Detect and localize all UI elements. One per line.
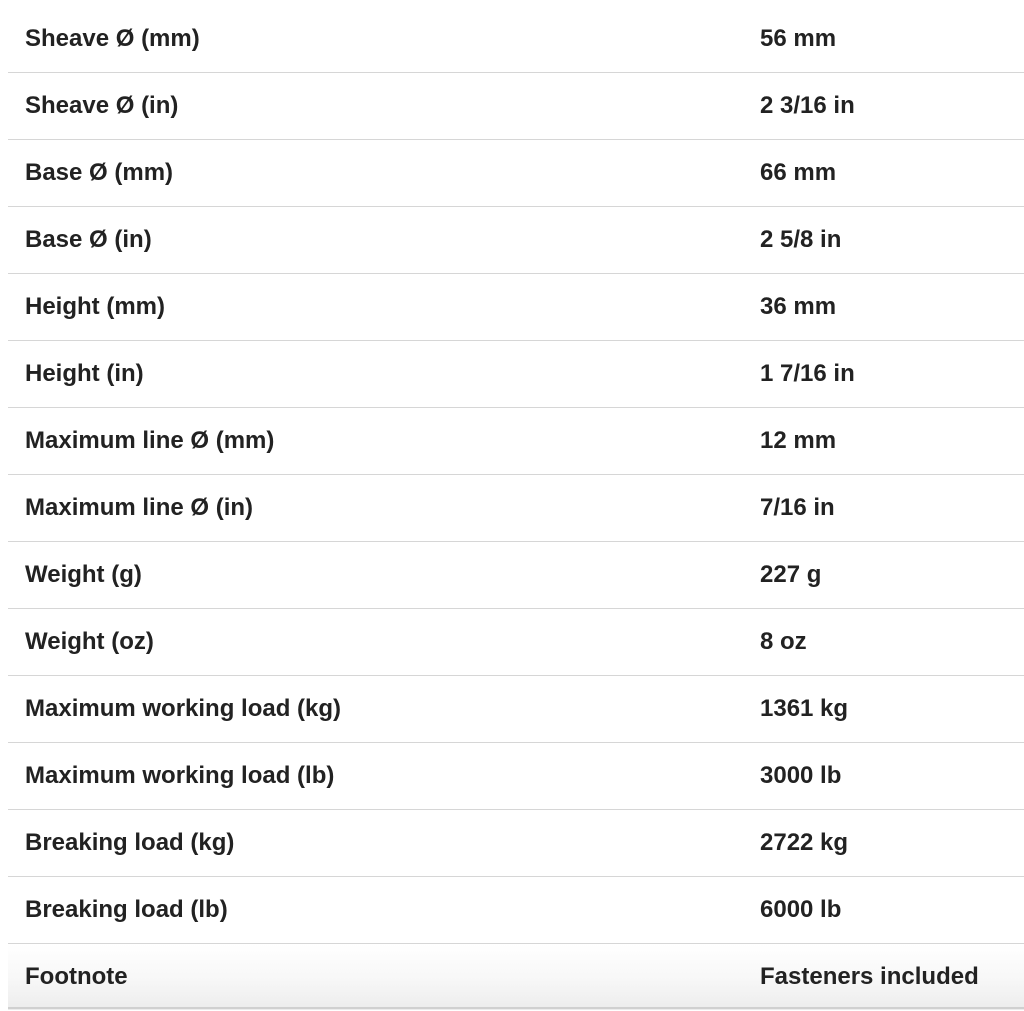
spec-label: Base Ø (mm) <box>25 159 174 186</box>
spec-label: Maximum working load (kg) <box>25 695 342 722</box>
spec-label: Breaking load (kg) <box>25 829 235 856</box>
spec-row-max-working-load-lb <box>8 743 1024 810</box>
spec-row-base-mm <box>8 140 1024 207</box>
spec-label: Maximum line Ø (mm) <box>25 427 275 454</box>
spec-row-breaking-load-kg <box>8 810 1024 877</box>
spec-value: 2722 kg <box>760 829 849 856</box>
spec-row-base-in <box>8 207 1024 274</box>
spec-label: Base Ø (in) <box>25 226 152 253</box>
spec-label: Maximum line Ø (in) <box>25 494 254 521</box>
spec-row-weight-g <box>8 542 1024 609</box>
spec-value: 66 mm <box>760 159 837 186</box>
spec-label: Height (in) <box>25 360 144 387</box>
spec-row-footnote <box>8 944 1024 1010</box>
spec-label: Weight (g) <box>25 561 142 588</box>
spec-value: 8 oz <box>760 628 807 655</box>
spec-value: 7/16 in <box>760 494 835 521</box>
spec-value: 2 5/8 in <box>760 226 842 253</box>
spec-label: Sheave Ø (mm) <box>25 25 200 52</box>
spec-value: Fasteners included <box>760 963 979 990</box>
spec-row-height-mm <box>8 274 1024 341</box>
spec-value: 12 mm <box>760 427 837 454</box>
spec-label: Height (mm) <box>25 293 165 320</box>
spec-value: 6000 lb <box>760 896 842 923</box>
spec-table <box>8 6 1024 1010</box>
spec-value: 2 3/16 in <box>760 92 855 119</box>
spec-label: Weight (oz) <box>25 628 154 655</box>
spec-value: 56 mm <box>760 25 837 52</box>
spec-value: 1 7/16 in <box>760 360 855 387</box>
spec-row-max-line-in <box>8 475 1024 542</box>
table-bottom-divider <box>8 1007 1024 1009</box>
spec-value: 3000 lb <box>760 762 842 789</box>
spec-row-breaking-load-lb <box>8 877 1024 944</box>
spec-label: Sheave Ø (in) <box>25 92 179 119</box>
spec-value: 1361 kg <box>760 695 849 722</box>
spec-label: Maximum working load (lb) <box>25 762 335 789</box>
spec-row-max-working-load-kg <box>8 676 1024 743</box>
spec-row-sheave-mm <box>8 6 1024 73</box>
spec-label: Breaking load (lb) <box>25 896 228 923</box>
spec-value: 227 g <box>760 561 822 588</box>
spec-row-sheave-in <box>8 73 1024 140</box>
spec-value: 36 mm <box>760 293 837 320</box>
spec-label: Footnote <box>25 963 128 990</box>
spec-row-max-line-mm <box>8 408 1024 475</box>
spec-row-weight-oz <box>8 609 1024 676</box>
spec-row-height-in <box>8 341 1024 408</box>
